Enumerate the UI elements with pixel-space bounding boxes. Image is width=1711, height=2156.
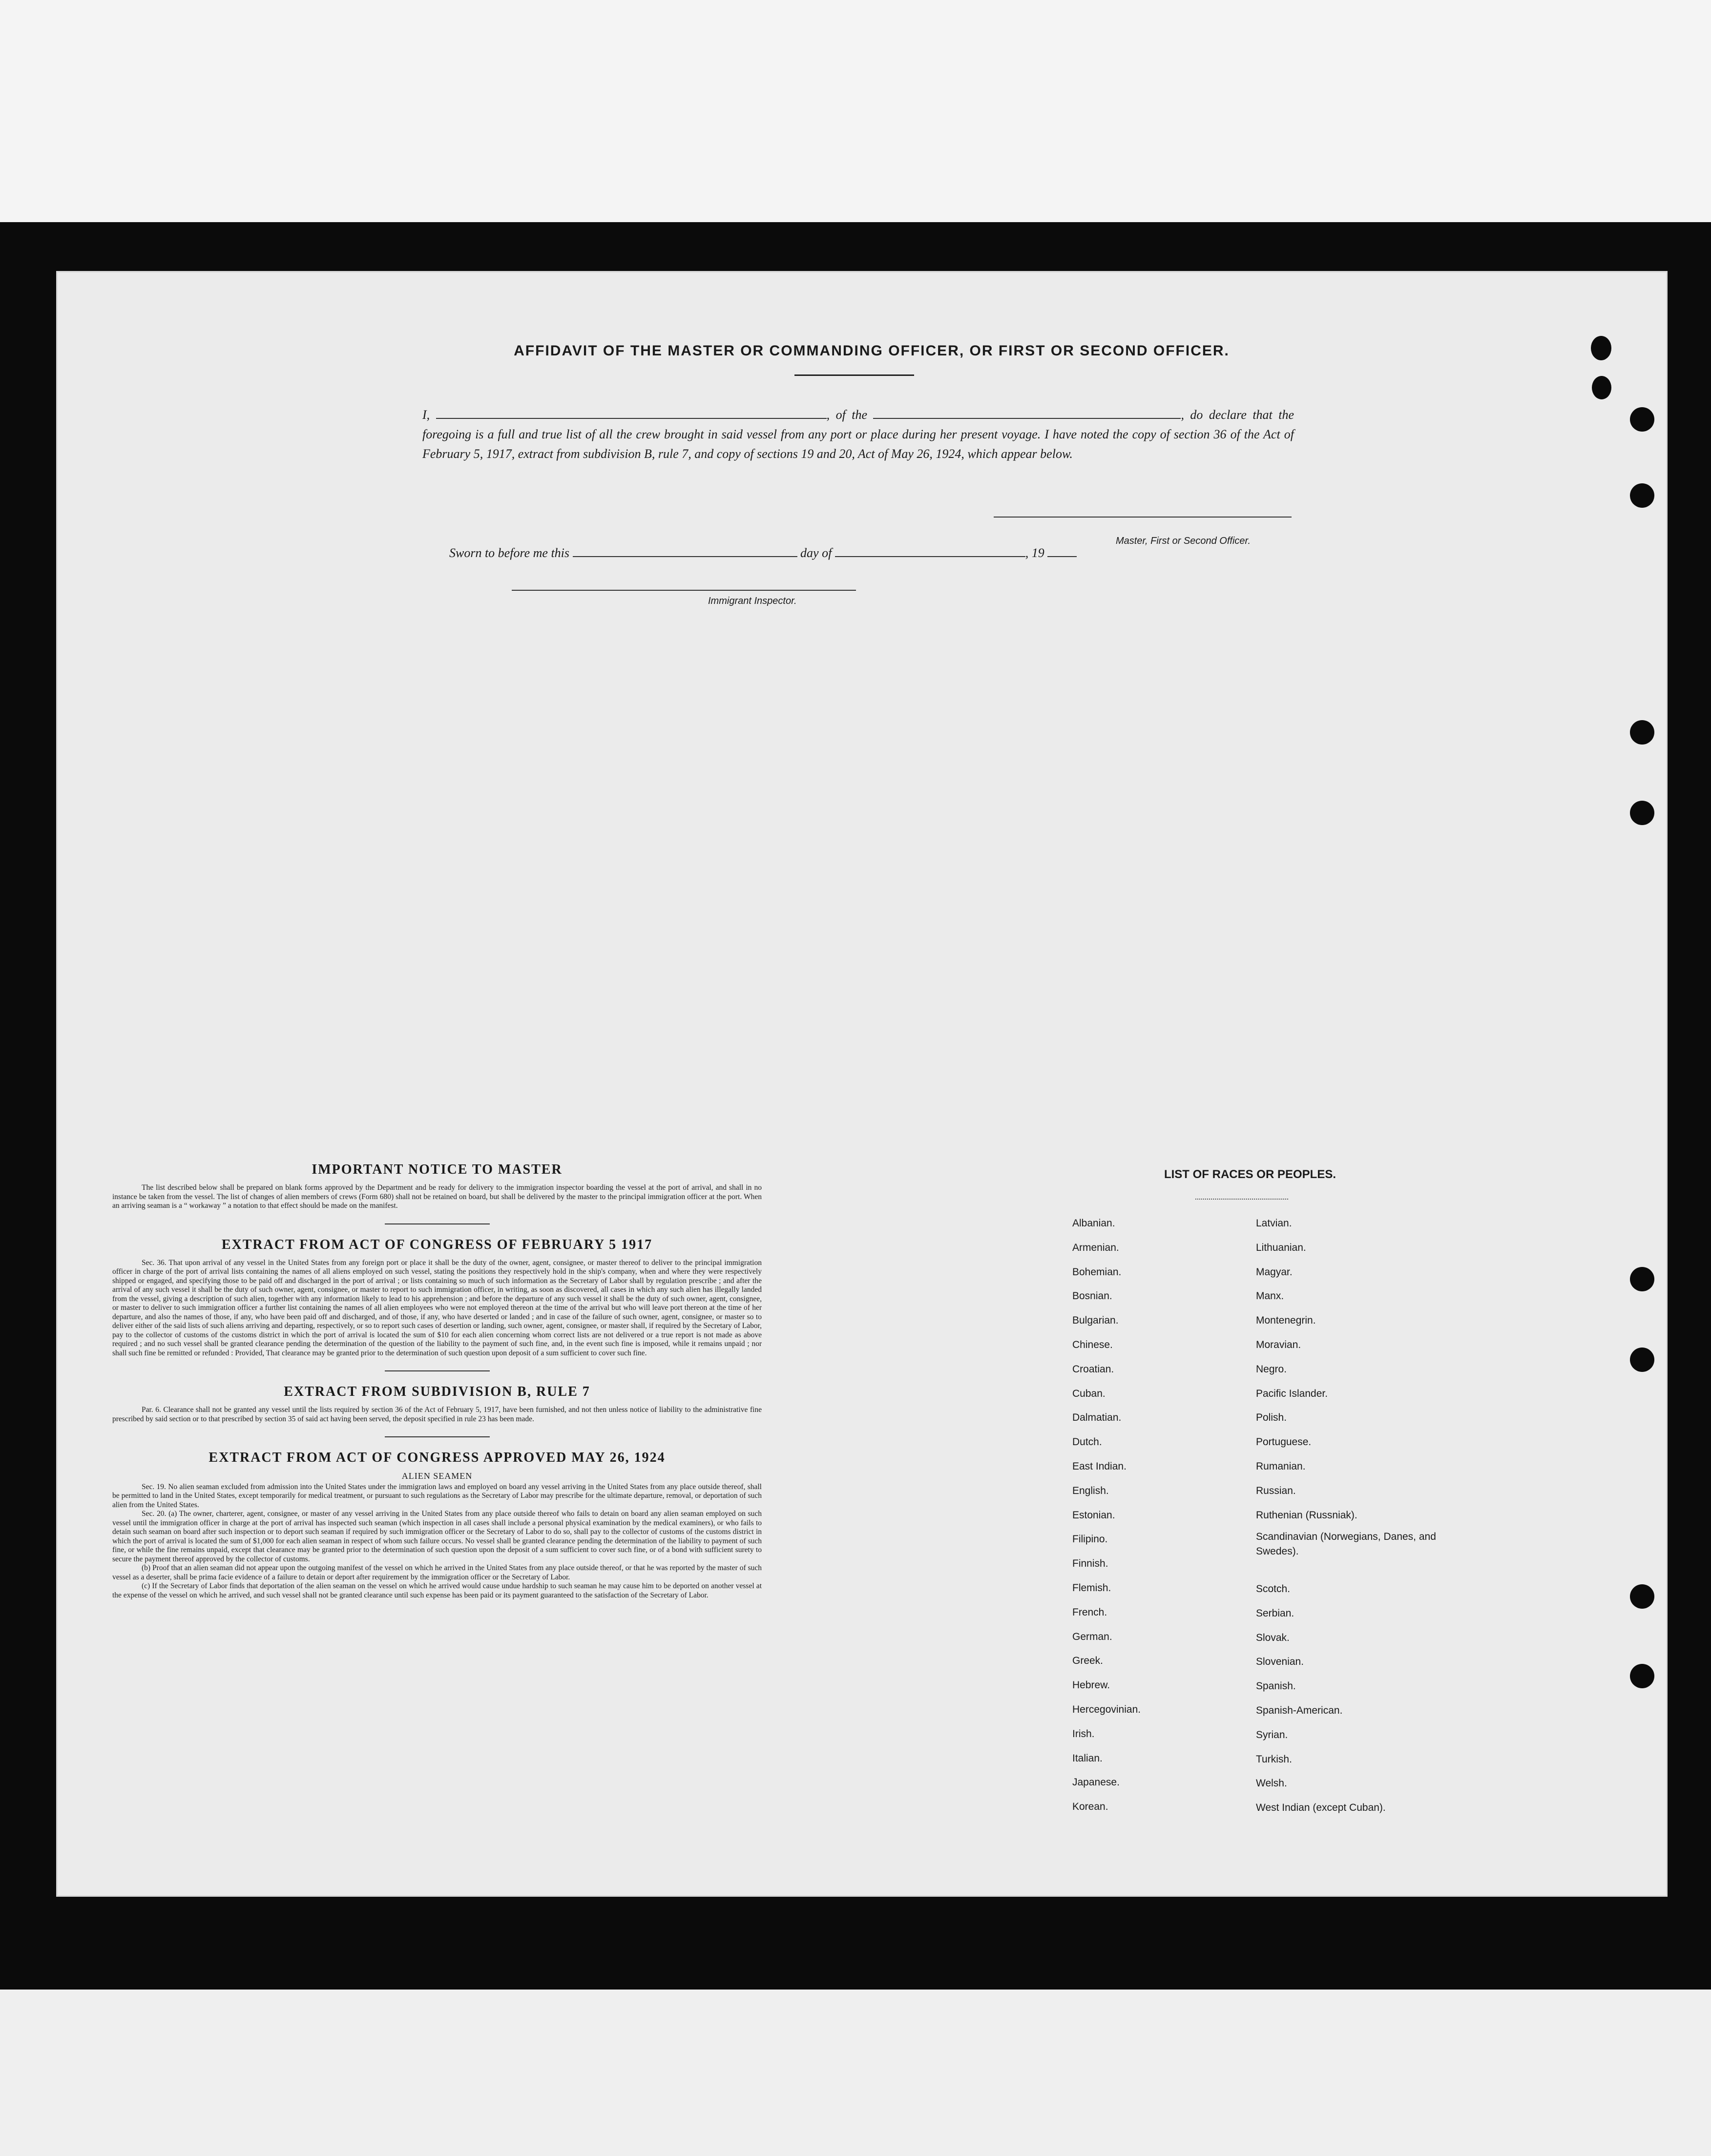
extract-rule7-text: Par. 6. Clearance shall not be granted any vessel until the lists required by section 36 of the Act of February 5, 1917, have been furnished, and not then unless notice of liability to the administrative fine prescribed by said section or to that prescribed by section 35 of said act having been served, the deposit specified in rule 23 has been made. <box>112 1406 762 1423</box>
punch-hole <box>1630 801 1654 825</box>
race-item: Estonian. <box>1072 1510 1115 1521</box>
race-item: Moravian. <box>1256 1339 1301 1350</box>
name-blank[interactable] <box>436 409 827 419</box>
race-item: Syrian. <box>1256 1729 1288 1741</box>
punch-hole <box>1592 376 1611 399</box>
race-item: German. <box>1072 1631 1112 1642</box>
punch-hole <box>1630 1267 1654 1291</box>
race-item: Filipino. <box>1072 1534 1108 1545</box>
inspector-signature-line[interactable] <box>512 590 856 591</box>
punch-hole <box>1630 483 1654 508</box>
extract-1917-title: EXTRACT FROM ACT OF CONGRESS OF FEBRUARY 5 1917 <box>221 1237 653 1252</box>
race-item: Bohemian. <box>1072 1266 1122 1278</box>
sworn-statement <box>449 546 1123 560</box>
race-item: Scandinavian (Norwegians, Danes, and Swedes). <box>1256 1531 1436 1557</box>
race-item: Turkish. <box>1256 1754 1292 1765</box>
punch-hole <box>1630 1584 1654 1609</box>
sec20c-text: (c) If the Secretary of Labor finds that deportation of the alien seaman on the vessel on which he arrived would cause undue hardship to such seaman he may cause him to be deported on another vessel at the expense of the vessel on which he arrived, and such vessel shall not be granted clearance until such expense has been paid or its payment guaranteed to the satisfaction of the Secretary of Labor. <box>112 1582 762 1599</box>
punch-hole <box>1630 407 1654 432</box>
film-top-margin <box>0 0 1711 222</box>
race-item: Welsh. <box>1256 1778 1287 1789</box>
affidavit-declare: , do declare <box>1181 408 1247 422</box>
race-item: Serbian. <box>1256 1608 1294 1619</box>
race-item: Portuguese. <box>1256 1436 1312 1448</box>
race-item: Korean. <box>1072 1801 1108 1812</box>
film-bottom-margin <box>0 1990 1711 2156</box>
master-signature-label: Master, First or Second Officer. <box>1116 536 1251 546</box>
notice-text: The list described below shall be prepared on blank forms approved by the Department and be ready for delivery to the immigration inspector boarding the vessel at the port of arrival, and shall in no instance be taken from the vessel. The list of changes of alien members of crews (Form 680) shall not be retained on board, but shall be delivered by the master to the principal immigration officer at the port. When an arriving seaman is a “ workaway ” a notation to that effect should be made on the manifest. <box>112 1183 762 1210</box>
race-item: Lithuanian. <box>1256 1242 1306 1253</box>
race-item: Cuban. <box>1072 1388 1106 1399</box>
punch-hole <box>1630 1664 1654 1688</box>
punch-hole <box>1591 336 1611 360</box>
race-item: Rumanian. <box>1256 1461 1306 1472</box>
sworn-month-blank[interactable] <box>835 547 1025 557</box>
race-item: Greek. <box>1072 1655 1104 1666</box>
race-item: Bosnian. <box>1072 1290 1112 1302</box>
race-item: Dalmatian. <box>1072 1412 1122 1423</box>
race-item: Croatian. <box>1072 1364 1114 1375</box>
extract-1917-text: Sec. 36. That upon arrival of any vessel in the United States from any foreign port or place it shall be the duty of the owner, agent, consignee, or master thereof to deliver to the principal immigration officer in charge of the port of arrival lists containing the names of all aliens employed on such vessel, stating the positions they respectively hold in the ship's company, when and where they were respectively shipped or engaged, and specifying those to be paid off and discharged in the port of arrival ; or lists containing so much of such information as the Secretary of Labor shall by regulation prescribe ; and after the arrival of any such vessel it shall be the duty of such owner, agent, consignee, or master to report to such immigration officer, in writing, as soon as discovered, all cases in which any such alien has illegally landed from the vessel, giving a description of such alien, together with any information likely to lead to his apprehension ; and before the departure of any such vessel it shall be the duty of such owner, agent, consignee, or master to deliver to such immigration officer a further list containing the names of all alien employees who were not employed thereon at the time of the arrival but who will leave port thereon at the time of her departure, and also the names of those, if any, who have been paid off and discharged, and of those, if any, who have deserted or landed ; and in case of the failure of such owner, agent, consignee, or master so to deliver either of the said lists of such aliens arriving and departing, respectively, or so to report such cases of desertion or landing, such owner, agent, consignee, or master shall, if required by the Secretary of Labor, pay to the collector of customs of the customs district in which the port of arrival is located the sum of $10 for each alien concerning whom correct lists are not delivered or a true report is not made as above required ; and no such vessel shall be granted clearance pending the determination of the question of the liability to the payment of such fine, and, in the event such fine is imposed, while it remains unpaid ; nor shall such fine be remitted or refunded : Provided, That clearance may be granted prior to the determination of such question upon deposit of a sum sufficient to cover such fine. <box>112 1258 762 1357</box>
race-item: English. <box>1072 1485 1109 1496</box>
affidavit-title: AFFIDAVIT OF THE MASTER OR COMMANDING OFFICER, OR FIRST OR SECOND OFFICER. <box>514 343 1230 359</box>
sworn-prefix: Sworn to before me this <box>449 546 570 560</box>
notice-column <box>112 1162 762 1600</box>
race-item: Negro. <box>1256 1364 1287 1375</box>
affidavit-i: I, <box>422 408 430 422</box>
race-item: Dutch. <box>1072 1436 1102 1448</box>
vessel-blank[interactable] <box>873 409 1181 419</box>
extract-1924-subtitle: ALIEN SEAMEN <box>401 1471 473 1481</box>
notice-title: IMPORTANT NOTICE TO MASTER <box>312 1162 563 1177</box>
punch-hole <box>1630 720 1654 745</box>
race-item: Flemish. <box>1072 1582 1111 1594</box>
race-item: Japanese. <box>1072 1777 1120 1788</box>
race-item: Finnish. <box>1072 1558 1108 1569</box>
race-item: Polish. <box>1256 1412 1287 1423</box>
sworn-day-blank[interactable] <box>573 547 797 557</box>
race-item: East Indian. <box>1072 1461 1127 1472</box>
race-item: Manx. <box>1256 1290 1284 1302</box>
race-item: Scotch. <box>1256 1583 1291 1595</box>
inspector-label: Immigrant Inspector. <box>708 596 797 606</box>
race-item: Bulgarian. <box>1072 1315 1119 1326</box>
race-item: Albanian. <box>1072 1218 1115 1229</box>
sec20a-text: Sec. 20. (a) The owner, charterer, agent, consignee, or master of any vessel arriving in the United States from any place outside thereof who fails to detain on board any alien seaman employed on such vessel until the immigration officer in charge at the port of arrival has inspected such seaman (which inspection in all cases shall include a personal physical examination by the medical examiners), or who fails to detain such seaman on board after such inspection or to deport such seaman if required by such immigration officer or the Secretary of Labor to do so, shall pay to the collector of customs of the customs district in which the port of arrival is located the sum of $1,000 for each alien seaman in respect of whom such failure occurs. No vessel shall be granted clearance pending the determination of the liability to payment of such fine, or while the fine remains unpaid, except that clearance may be granted prior to the determination of such question upon the deposit of a sum sufficient to cover such fine, or of a bond with sufficient surety to secure the payment thereof approved by the collector of customs. <box>112 1510 762 1563</box>
master-signature-line[interactable] <box>994 517 1292 518</box>
section-divider <box>385 1436 490 1437</box>
race-item: Latvian. <box>1256 1218 1292 1229</box>
sworn-day-label: day of <box>800 546 832 560</box>
affidavit-text <box>422 405 1294 464</box>
race-item: Slovak. <box>1256 1632 1290 1643</box>
race-item: Irish. <box>1072 1728 1095 1740</box>
race-item: Chinese. <box>1072 1339 1113 1350</box>
extract-1924-title: EXTRACT FROM ACT OF CONGRESS APPROVED MAY 26, 1924 <box>209 1450 666 1465</box>
race-item: Armenian. <box>1072 1242 1119 1253</box>
title-rule <box>794 374 914 376</box>
race-item: Hebrew. <box>1072 1679 1110 1691</box>
affidavit-body: that the foregoing is a full and true list of all the crew brought in said vessel from any port or place during her present voyage. I have noted the copy of section 36 of the Act of February 5, 1917, extract from subdivision B, rule 7, and copy of sections 19 and 20, Act of May 26, 1924, which appear below. <box>422 408 1294 461</box>
race-item: Spanish. <box>1256 1680 1296 1692</box>
sworn-year-blank[interactable] <box>1047 547 1077 557</box>
document-page <box>56 271 1668 1897</box>
sec20b-text: (b) Proof that an alien seaman did not appear upon the outgoing manifest of the vessel on which he arrived in the United States from any place outside thereof, or that he was reported by the master of such vessel as a deserter, shall be prima facie evidence of a failure to detain or deport after requirement by the immigration officer or the Secretary of Labor. <box>112 1564 762 1581</box>
race-item: Magyar. <box>1256 1266 1293 1278</box>
sec19-text: Sec. 19. No alien seaman excluded from admission into the United States under the immigration laws and employed on board any vessel arriving in the United States from any place outside thereof, shall be permitted to land in the United States, except temporarily for medical treatment, or pursuant to such regulations as the Secretary of Labor may prescribe for the ultimate departure, removal, or deportation of such alien from the United States. <box>112 1482 762 1509</box>
race-item: Pacific Islander. <box>1256 1388 1328 1399</box>
section-divider <box>385 1223 490 1224</box>
race-item: Italian. <box>1072 1753 1103 1764</box>
races-rule <box>1195 1199 1288 1200</box>
race-item: Ruthenian (Russniak). <box>1256 1510 1357 1521</box>
race-item: Russian. <box>1256 1485 1296 1496</box>
sworn-year-label: , 19 <box>1025 546 1044 560</box>
punch-hole <box>1630 1348 1654 1372</box>
race-item: French. <box>1072 1607 1107 1618</box>
race-item: Hercegovinian. <box>1072 1704 1141 1715</box>
affidavit-of-the: , of the <box>826 408 868 422</box>
section-divider <box>385 1370 490 1371</box>
race-item: Slovenian. <box>1256 1656 1304 1667</box>
race-item: Montenegrin. <box>1256 1315 1316 1326</box>
races-title: LIST OF RACES OR PEOPLES. <box>1164 1168 1336 1181</box>
extract-rule7-title: EXTRACT FROM SUBDIVISION B, RULE 7 <box>284 1384 590 1399</box>
race-item: Spanish-American. <box>1256 1705 1343 1716</box>
race-item: West Indian (except Cuban). <box>1256 1802 1386 1813</box>
